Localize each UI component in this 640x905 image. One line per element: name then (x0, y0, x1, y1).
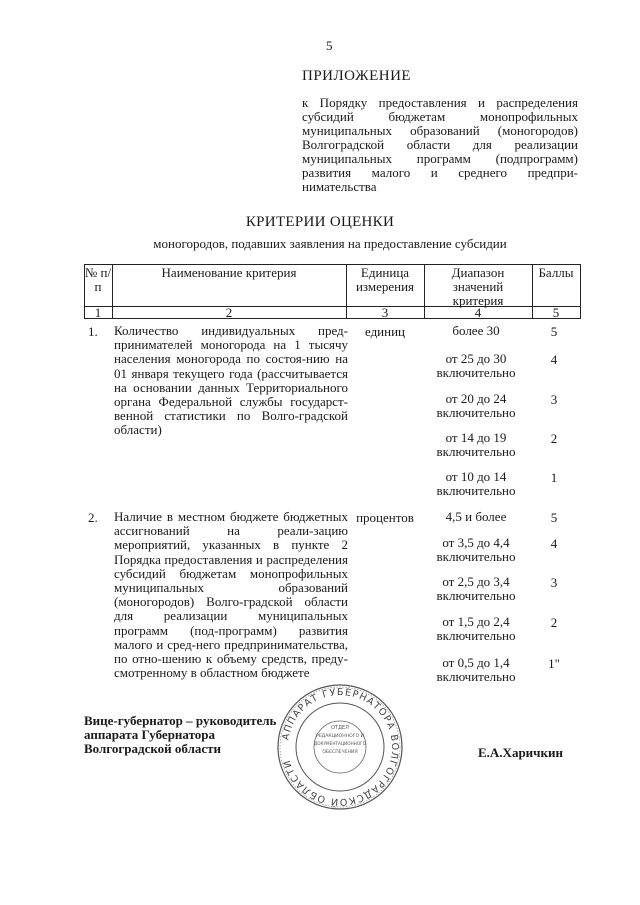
table-top-rule (84, 264, 581, 265)
range-cell: 4,5 и более (445, 509, 507, 524)
appendix-title: ПРИЛОЖЕНИЕ (302, 68, 412, 84)
unit-cell: процентов (356, 510, 414, 525)
signature-position-line: Волгоградской области (84, 741, 222, 756)
range-cell: от 1,5 до 2,4 включительно (436, 614, 516, 643)
score-cell: 4 (550, 352, 558, 367)
appendix-text: к Порядку предоставления и распределения субсидий бюджетам монопрофильных муниципальных образований (моногородов) Волгоградской области для реализации муниципальных программ (подпрограмм) развития малого и среднего предпри-нимательства (302, 95, 578, 194)
header-criterion: Наименование критерия (161, 265, 297, 280)
score-cell: 1" (548, 656, 560, 671)
page-number: 5 (326, 38, 333, 53)
header-range: Диапазон значений критерия (451, 265, 505, 308)
row-number: 2. (88, 510, 98, 525)
column-number-5: 5 (552, 305, 560, 320)
range-cell: от 2,5 до 3,4 включительно (436, 574, 516, 603)
signature-position-line: Вице-губернатор – руководитель (84, 713, 277, 728)
range-cell: от 3,5 до 4,4 включительно (436, 535, 516, 564)
score-cell: 5 (550, 510, 558, 525)
svg-text:ОБЕСПЕЧЕНИЯ: ОБЕСПЕЧЕНИЯ (322, 750, 358, 755)
score-cell: 3 (550, 392, 558, 407)
criterion-text: Наличие в местном бюджете бюджетных ассигнований на реали-зацию мероприятий, указанных в пункте 2 Порядка предоставления и распределения субсидий бюджетам монопрофильных муниципальных образований (моногородов) Волго-градской области для реализации муниципальных программ (под-программ) развития малого и сред-него предпринимательства, по отно-шению к объему средств, преду-смотренному в областном бюджете (114, 509, 348, 681)
row-number: 1. (88, 324, 98, 339)
header-score: Баллы (538, 265, 574, 280)
range-cell: от 14 до 19 включительно (436, 430, 516, 459)
score-cell: 2 (550, 615, 558, 630)
unit-cell: единиц (364, 324, 406, 339)
header-number: № п/п (84, 265, 112, 294)
column-number-4: 4 (474, 305, 482, 320)
official-stamp (276, 683, 404, 811)
range-cell: от 10 до 14 включительно (436, 469, 516, 498)
criterion-text: Количество индивидуальных пред-принимателей моногорода на 1 тысячу населения моногорода по состоя-нию на 01 января текущего года (рассчитывается на основании данных Территориального органа Федеральной службы государст-венной статистики по Волго-градской области) (114, 323, 348, 438)
signature-position (84, 714, 276, 756)
svg-text:ДОКУМЕНТАЦИОННОГО: ДОКУМЕНТАЦИОННОГО (313, 741, 367, 746)
score-cell: 1 (550, 470, 558, 485)
svg-text:РЕДАКЦИОННОГО И: РЕДАКЦИОННОГО И (315, 734, 365, 739)
criteria-title: КРИТЕРИИ ОЦЕНКИ (245, 214, 395, 230)
score-cell: 2 (550, 431, 558, 446)
score-cell: 4 (550, 536, 558, 551)
criteria-subtitle: моногородов, подавших заявления на предоставление субсидии (153, 236, 507, 251)
svg-text:АППАРАТ ГУБЕРНАТОРА ВОЛГОГРАДС: АППАРАТ ГУБЕРНАТОРА ВОЛГОГРАДСКОЙ ОБЛАСТИ (280, 686, 401, 808)
header-unit: Единица измерения (355, 265, 415, 294)
column-number-3: 3 (381, 305, 389, 320)
range-cell: от 20 до 24 включительно (436, 391, 516, 420)
range-cell: от 0,5 до 1,4 включительно (436, 655, 516, 684)
range-cell: более 30 (452, 323, 500, 338)
score-cell: 5 (550, 324, 558, 339)
signature-position-line: аппарата Губернатора (84, 727, 216, 742)
stamp-seal-icon (276, 683, 404, 811)
column-number-2: 2 (225, 305, 233, 320)
signatory-name: Е.А.Харичкин (478, 745, 563, 760)
range-cell: от 25 до 30 включительно (436, 351, 516, 380)
column-number-1: 1 (94, 305, 102, 320)
score-cell: 3 (550, 575, 558, 590)
svg-text:ОТДЕЛ: ОТДЕЛ (331, 725, 349, 731)
